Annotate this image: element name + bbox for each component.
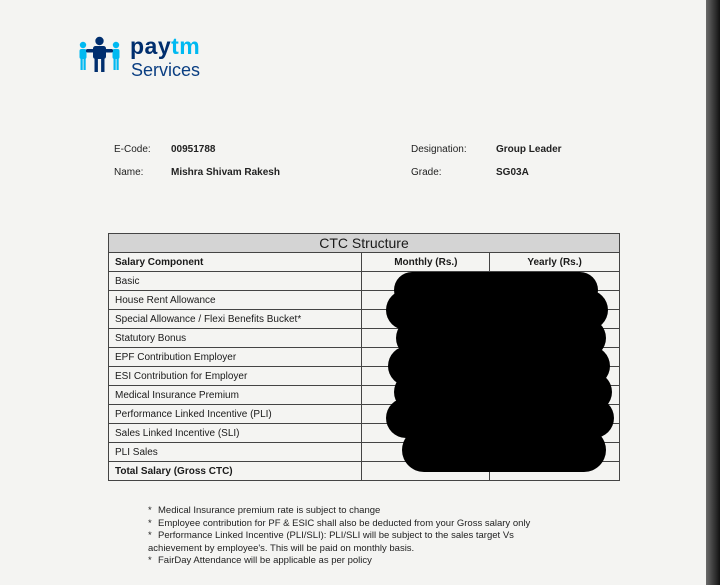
- footnote: * Medical Insurance premium rate is subject to change: [148, 505, 381, 516]
- ecode-value: 00951788: [171, 144, 216, 155]
- designation-label: Designation:: [411, 144, 467, 155]
- row-label: Medical Insurance Premium: [109, 386, 362, 405]
- row-label: House Rent Allowance: [109, 291, 362, 310]
- redaction-scribble: [380, 268, 616, 478]
- row-label: Statutory Bonus: [109, 329, 362, 348]
- row-label: EPF Contribution Employer: [109, 348, 362, 367]
- ecode-label: E-Code:: [114, 144, 151, 155]
- total-label: Total Salary (Gross CTC): [109, 462, 362, 481]
- col-header-monthly: Monthly (Rs.): [362, 253, 490, 272]
- paytm-people-icon: [78, 36, 126, 74]
- photo-edge-shadow: [706, 0, 720, 585]
- ctc-table-title: CTC Structure: [109, 234, 620, 253]
- footnote: * Performance Linked Incentive (PLI/SLI): PLI/SLI will be subject to the sales target Vs: [148, 530, 514, 541]
- name-value: Mishra Shivam Rakesh: [171, 167, 280, 178]
- col-header-component: Salary Component: [109, 253, 362, 272]
- row-label: Special Allowance / Flexi Benefits Bucket*: [109, 310, 362, 329]
- brand-subtitle: Services: [131, 60, 201, 80]
- footnote-continuation: achievement by employee's. This will be paid on monthly basis.: [148, 542, 415, 554]
- footnotes: [148, 505, 530, 568]
- name-label: Name:: [114, 167, 144, 178]
- row-label: Sales Linked Incentive (SLI): [109, 424, 362, 443]
- grade-label: Grade:: [411, 167, 442, 178]
- row-label: PLI Sales: [109, 443, 362, 462]
- designation-value: Group Leader: [496, 144, 562, 155]
- footnote: * Employee contribution for PF & ESIC shall also be deducted from your Gross salary only: [148, 517, 531, 529]
- grade-value: SG03A: [496, 167, 529, 178]
- row-label: Performance Linked Incentive (PLI): [109, 405, 362, 424]
- brand-logo-text: paytm: [130, 33, 201, 59]
- footnote: * FairDay Attendance will be applicable as per policy: [148, 555, 372, 566]
- col-header-yearly: Yearly (Rs.): [490, 253, 620, 272]
- row-label: Basic: [109, 272, 362, 291]
- row-label: ESI Contribution for Employer: [109, 367, 362, 386]
